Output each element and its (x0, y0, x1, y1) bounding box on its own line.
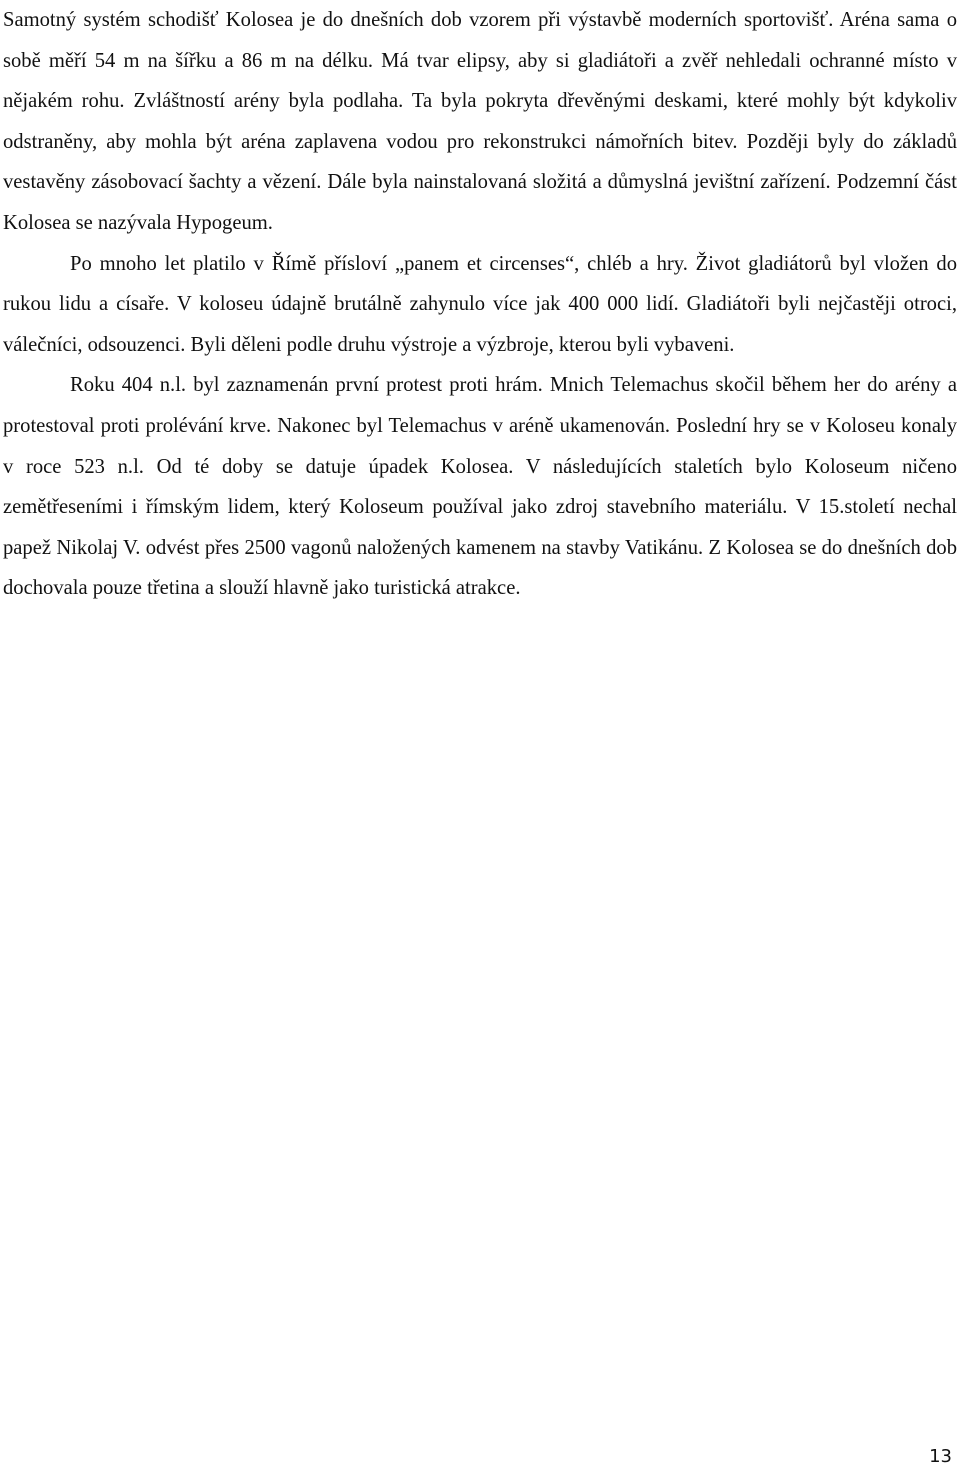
body-text (3, 0, 957, 609)
page-number: 13 (929, 1446, 952, 1467)
paragraph-gladiators: Po mnoho let platilo v Římě přísloví „panem et circenses“, chléb a hry. Život gladiátorů byl vložen do rukou lidu a císaře. V koloseu údajně brutálně zahynulo více jak 400 000 lidí. Gladiátoři byli nejčastěji otroci, válečníci, odsouzenci. Byli děleni podle druhu výstroje a výzbroje, kterou byli vybaveni. (3, 252, 957, 356)
paragraph-decline: Roku 404 n.l. byl zaznamenán první protest proti hrám. Mnich Telemachus skočil během her do arény a protestoval proti prolévání krve. Nakonec byl Telemachus v aréně ukamenován. Poslední hry se v Koloseu konaly v roce 523 n.l. Od té doby se datuje úpadek Kolosea. V následujících staletích bylo Koloseum ničeno zemětřeseními i římským lidem, který Koloseum používal jako zdroj stavebního materiálu. V 15.století nechal papež Nikolaj V. odvést přes 2500 vagonů naložených kamenem na stavby Vatikánu. Z Kolosea se do dnešních dob dochovala pouze třetina a slouží hlavně jako turistická atrakce. (3, 374, 957, 600)
paragraph-colosseum-arena: Samotný systém schodišť Kolosea je do dnešních dob vzorem při výstavbě moderních sportovišť. Aréna sama o sobě měří 54 m na šířku a 86 m na délku. Má tvar elipsy, aby si gladiátoři a zvěř nehledali ochranné místo v nějakém rohu. Zvláštností arény byla podlaha. Ta byla pokryta dřevěnými deskami, které mohly být kdykoliv odstraněny, aby mohla být aréna zaplavena vodou pro rekonstrukci námořních bitev. Později byly do základů vestavěny zásobovací šachty a vězení. Dále byla nainstalovaná složitá a důmyslná jevištní zařízení. Podzemní část Kolosea se nazývala Hypogeum. (3, 9, 957, 234)
